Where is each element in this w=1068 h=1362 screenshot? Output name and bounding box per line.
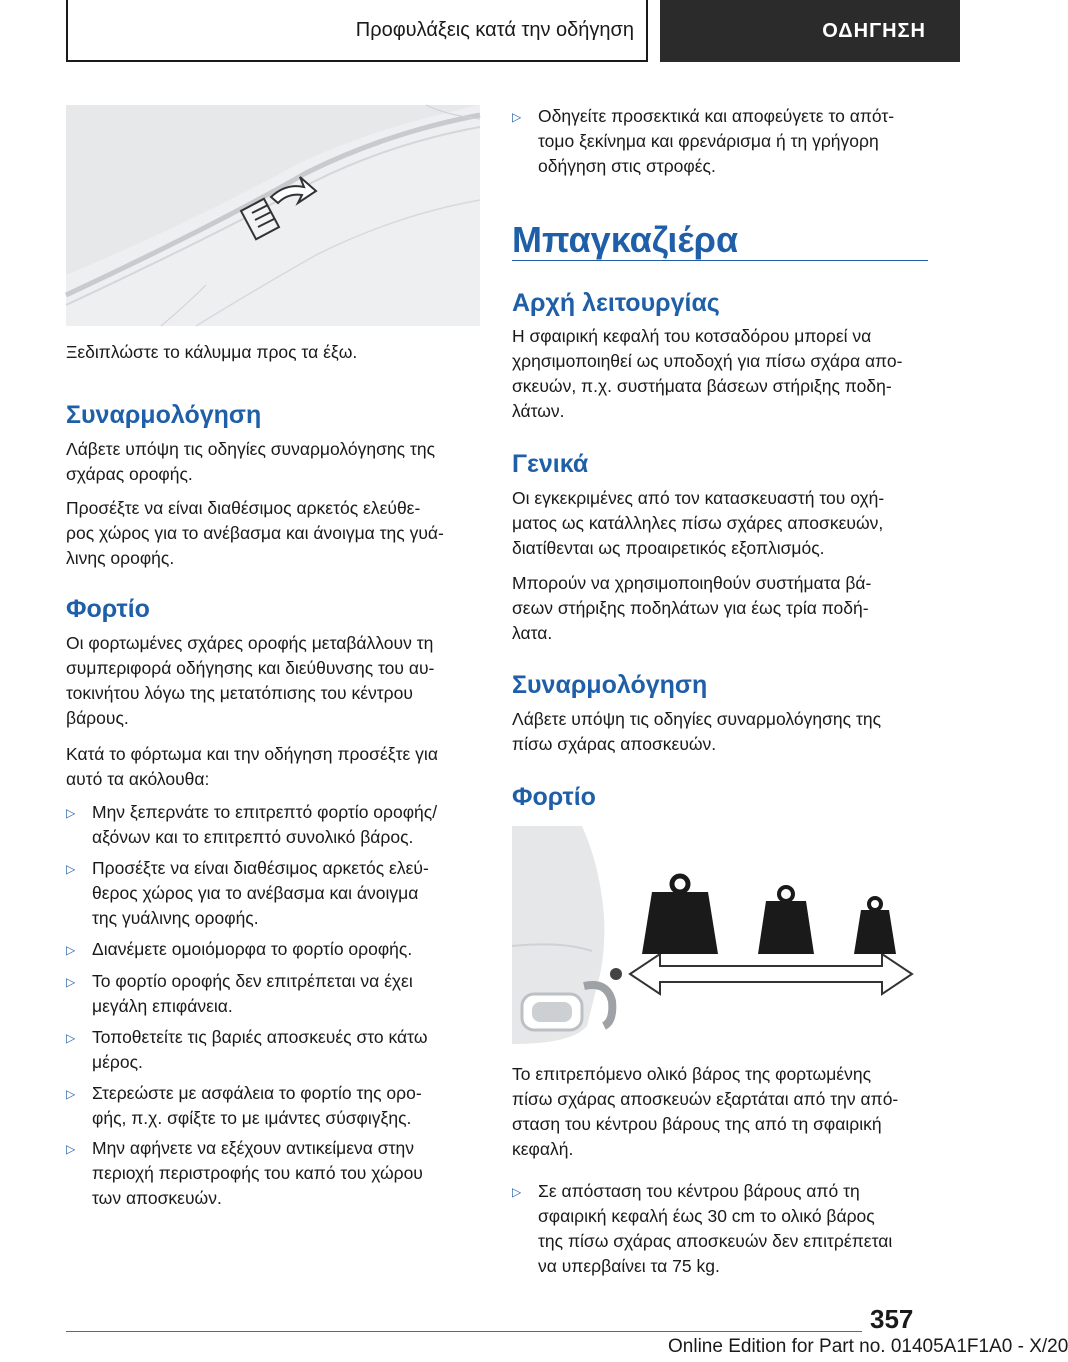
heading-rule (512, 260, 928, 261)
triangle-right-icon: ▷ (66, 1142, 76, 1156)
right-assembly-heading: Συναρμολόγηση (512, 671, 708, 699)
load-caption: Το επιτρεπόμενο ολικό βάρος της φορτωμένης πίσω σχάρας αποσκευών εξαρτάται από την από- σταση του κέντρου βάρους της από τη σφαιρική κεφαλή. (512, 1064, 899, 1159)
left-assembly-paragraph-2: Προσέξτε να είναι διαθέσιμος αρκετός ελεύθε- ρος χώρος για το ανέβασμα και άνοιγμα της γυά- λινης οροφής. (66, 498, 444, 568)
principle-paragraph: Η σφαιρική κεφαλή του κοτσαδόρου μπορεί να χρησιμοποιηθεί ως υποδοχή για πίσω σχάρα απο- σκευών, π.χ. συστήματα βάσεων στήριξης ποδη- λάτων. (512, 326, 903, 421)
right-assembly-paragraph: Λάβετε υπόψη τις οδηγίες συναρμολόγησης της πίσω σχάρας αποσκευών. (512, 709, 882, 754)
list-item: ▷ Μην αφήνετε να εξέχουν αντικείμενα στην περιοχή περιστροφής του καπό του χώρου των αποσκευών. (66, 1136, 423, 1211)
roof-cover-illustration (66, 105, 480, 326)
weight-large-icon (642, 876, 718, 954)
fig1-caption: Ξεδιπλώστε το κάλυμμα προς τα έξω. (66, 342, 358, 362)
left-load-heading: Φορτίο (66, 595, 150, 623)
footer-rule (66, 1331, 862, 1332)
footer-edition: Online Edition for Part no. 01405A1F1A0 - X/20 (668, 1336, 1068, 1357)
tow-hook-load-illustration (512, 826, 928, 1044)
list-item: ▷ Οδηγείτε προσεκτικά και αποφεύγετε το απότ- τομο ξεκίνημα και φρενάρισμα ή τη γρήγορη οδήγηση στις στροφές. (512, 104, 894, 179)
header-section-title: Προφυλάξεις κατά την οδήγηση (66, 0, 648, 62)
list-item: ▷ Μην ξεπερνάτε το επιτρεπτό φορτίο οροφής/ αξόνων και το επιτρεπτό συνολικό βάρος. (66, 800, 437, 850)
list-item: ▷ Σε απόσταση του κέντρου βάρους από τη σφαιρική κεφαλή έως 30 cm το ολικό βάρος της πίσω σχάρας αποσκευών δεν επιτρέπεται να υπερβαίνει τα 75 kg. (512, 1179, 892, 1279)
roof-cover-drawing (66, 105, 480, 326)
list-item: ▷ Τοποθετείτε τις βαριές αποσκευές στο κάτω μέρος. (66, 1025, 427, 1075)
left-assembly-paragraph-1: Λάβετε υπόψη τις οδηγίες συναρμολόγησης της σχάρας οροφής. (66, 439, 436, 484)
weight-small-icon (854, 898, 896, 954)
tow-hook-drawing (512, 826, 928, 1044)
header-chapter-tab: ΟΔΗΓΗΣΗ (660, 0, 960, 62)
left-load-paragraph-1: Οι φορτωμένες σχάρες οροφής μεταβάλλουν τη συμπεριφορά οδήγησης και διεύθυνσης του αυ- τοκινήτου λόγω της μετατόπισης του κέντρου βάρους. (66, 633, 435, 728)
general-heading: Γενικά (512, 450, 589, 478)
list-item: ▷ Το φορτίο οροφής δεν επιτρέπεται να έχει μεγάλη επιφάνεια. (66, 969, 413, 1019)
list-item: ▷ Διανέμετε ομοιόμορφα το φορτίο οροφής. (66, 937, 412, 963)
weight-medium-icon (758, 887, 814, 954)
triangle-right-icon: ▷ (66, 806, 76, 820)
page-number: 357 (870, 1304, 914, 1334)
left-load-paragraph-2: Κατά το φόρτωμα και την οδήγηση προσέξτε για αυτό τα ακόλουθα: (66, 744, 438, 789)
triangle-right-icon: ▷ (512, 110, 522, 124)
right-load-heading: Φορτίο (512, 783, 596, 811)
principle-heading: Αρχή λειτουργίας (512, 289, 720, 317)
triangle-right-icon: ▷ (66, 943, 76, 957)
general-paragraph-1: Οι εγκεκριμένες από τον κατασκευαστή του οχή- ματος ως κατάλληλες πίσω σχάρες αποσκευών, διατίθενται ως προαιρετικός εξοπλισμός. (512, 488, 885, 558)
list-item: ▷ Προσέξτε να είναι διαθέσιμος αρκετός ελεύ- θερος χώρος για το ανέβασμα και άνοιγμα της γυάλινης οροφής. (66, 856, 429, 931)
triangle-right-icon: ▷ (66, 975, 76, 989)
general-paragraph-2: Μπορούν να χρησιμοποιηθούν συστήματα βά- σεων στήριξης ποδηλάτων για έως τρία ποδή- λατα. (512, 573, 872, 643)
list-item: ▷ Στερεώστε με ασφάλεια το φορτίο της ορο- φής, π.χ. σφίξτε το με ιμάντες σύσφιγξης. (66, 1081, 422, 1131)
triangle-right-icon: ▷ (66, 1031, 76, 1045)
left-assembly-heading: Συναρμολόγηση (66, 401, 262, 429)
triangle-right-icon: ▷ (512, 1185, 522, 1199)
triangle-right-icon: ▷ (66, 1087, 76, 1101)
main-heading: Μπαγκαζιέρα (512, 219, 739, 260)
triangle-right-icon: ▷ (66, 862, 76, 876)
